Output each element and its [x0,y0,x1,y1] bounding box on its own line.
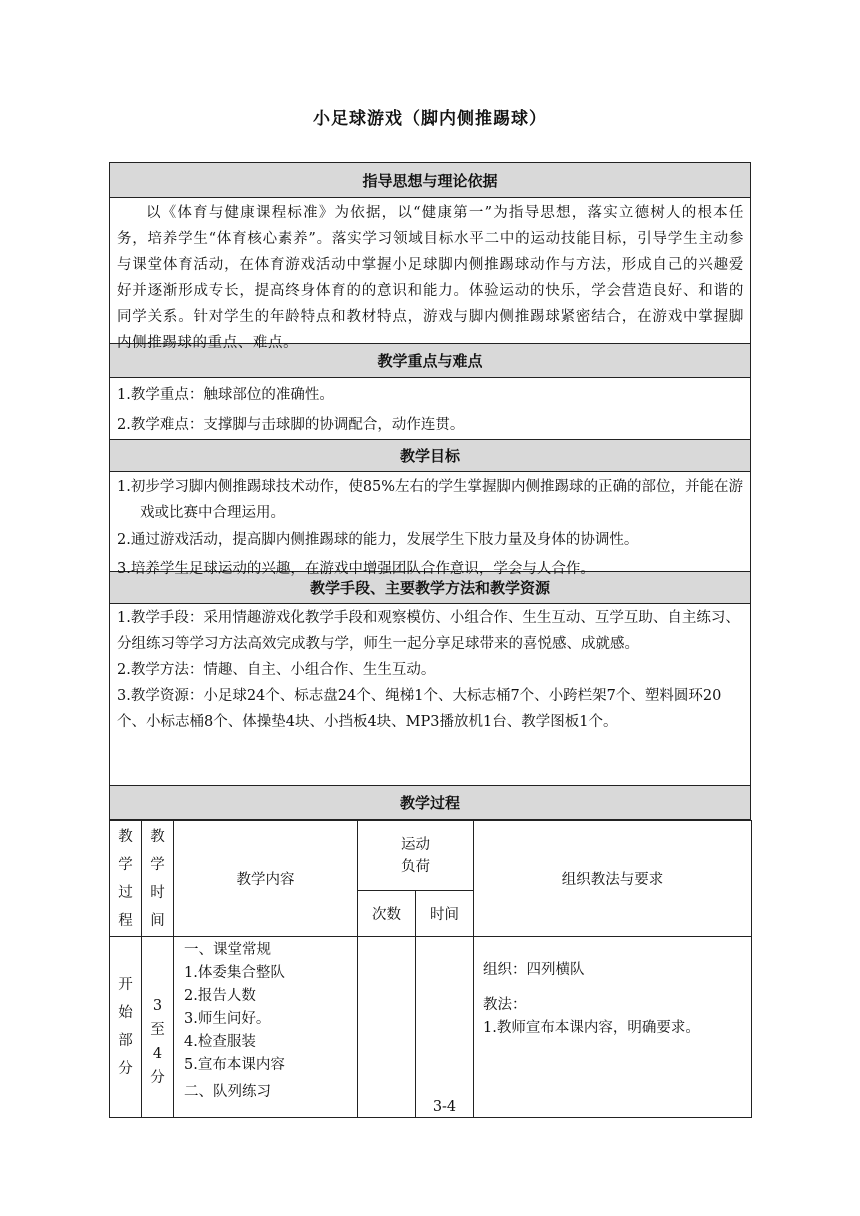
document-title: 小足球游戏（脚内侧推踢球） [313,109,547,129]
process-table [109,820,752,1118]
content-line: 一、课堂常规 [184,942,271,958]
col-duration-header: 时间 [416,891,474,937]
methods-header: 教学手段、主要教学方法和教学资源 [109,572,751,604]
guiding-body: 以《体育与健康课程标准》为依据，以“健康第一”为指导思想，落实立德树人的根本任务，培养学生“体育核心素养”。落实学习领域目标水平二中的运动技能目标，引导学生主动参与课堂体育活动，在体育游戏活动中掌握小足球脚内侧推踢球动作与方法，形成自己的兴趣爱好并逐渐形成专长，提高终身体育的的意识和能力。体验运动的快乐，学会营造良好、和谐的同学关系。针对学生的年龄特点和教材特点，游戏与脚内侧推踢球紧密结合，在游戏中掌握脚内侧推踢球的重点、难点。 [109,198,751,344]
process-header: 教学过程 [109,786,751,820]
content-line: 2.报告人数 [184,988,256,1004]
col-method-header: 组织教法与要求 [474,821,752,937]
content-line: 二、队列练习 [184,1084,271,1100]
duration-cell: 3-4 [416,937,474,1118]
content-line: 1.体委集合整队 [184,965,285,981]
key-points-body [109,378,751,440]
key-point-item: 1.教学重点：触球部位的准确性。 [117,387,334,403]
col-content-header: 教学内容 [174,821,358,937]
method-cell [474,937,752,1118]
method-item: 3.教学资源：小足球24个、标志盘24个、绳梯1个、大标志桶7个、小跨栏架7个、塑料圆环20个、小标志桶8个、体操垫4块、小挡板4块、MP3播放机1台、教学图板1个。 [117,688,722,730]
col-time-header: 教学时间 [142,821,174,937]
count-cell [358,937,416,1118]
key-point-item: 2.教学难点：支撑脚与击球脚的协调配合，动作连贯。 [117,417,465,433]
col-stage-header: 教学过程 [110,821,142,937]
method-line: 教法： [483,997,527,1013]
method-line: 组织：四列横队 [483,962,585,978]
content-line: 3.师生问好。 [184,1011,271,1027]
key-points-header: 教学重点与难点 [109,344,751,378]
methods-body [109,604,751,786]
objectives-body [109,472,751,577]
objective-item: 3.培养学生足球运动的兴趣，在游戏中增强团队合作意识，学会与人合作。 [117,561,595,577]
col-load-header: 运动负荷 [358,821,474,891]
method-item: 1.教学手段：采用情趣游戏化教学手段和观察模仿、小组合作、生生互动、互学互助、自主练习、分组练习等学习方法高效完成教与学，师生一起分享足球带来的喜悦感、成就感。 [117,610,740,652]
content-line: 5.宣布本课内容 [184,1057,285,1073]
objective-item: 1.初步学习脚内侧推踢球技术动作，使85%左右的学生掌握脚内侧推踢球的正确的部位，并能在游戏或比赛中合理运用。 [117,479,744,521]
lesson-plan-table [109,162,751,1118]
guiding-header: 指导思想与理论依据 [109,162,751,198]
content-line: 4.检查服装 [184,1034,256,1050]
method-item: 2.教学方法：情趣、自主、小组合作、生生互动。 [117,662,436,678]
method-line: 1.教师宣布本课内容，明确要求。 [483,1020,700,1036]
objectives-header: 教学目标 [109,440,751,472]
time-cell: 3至4分 [142,937,174,1118]
objective-item: 2.通过游戏活动，提高脚内侧推踢球的能力，发展学生下肢力量及身体的协调性。 [117,532,639,548]
stage-cell: 开始部分 [110,937,142,1118]
method-line [483,982,751,994]
content-cell [174,937,358,1118]
col-count-header: 次数 [358,891,416,937]
